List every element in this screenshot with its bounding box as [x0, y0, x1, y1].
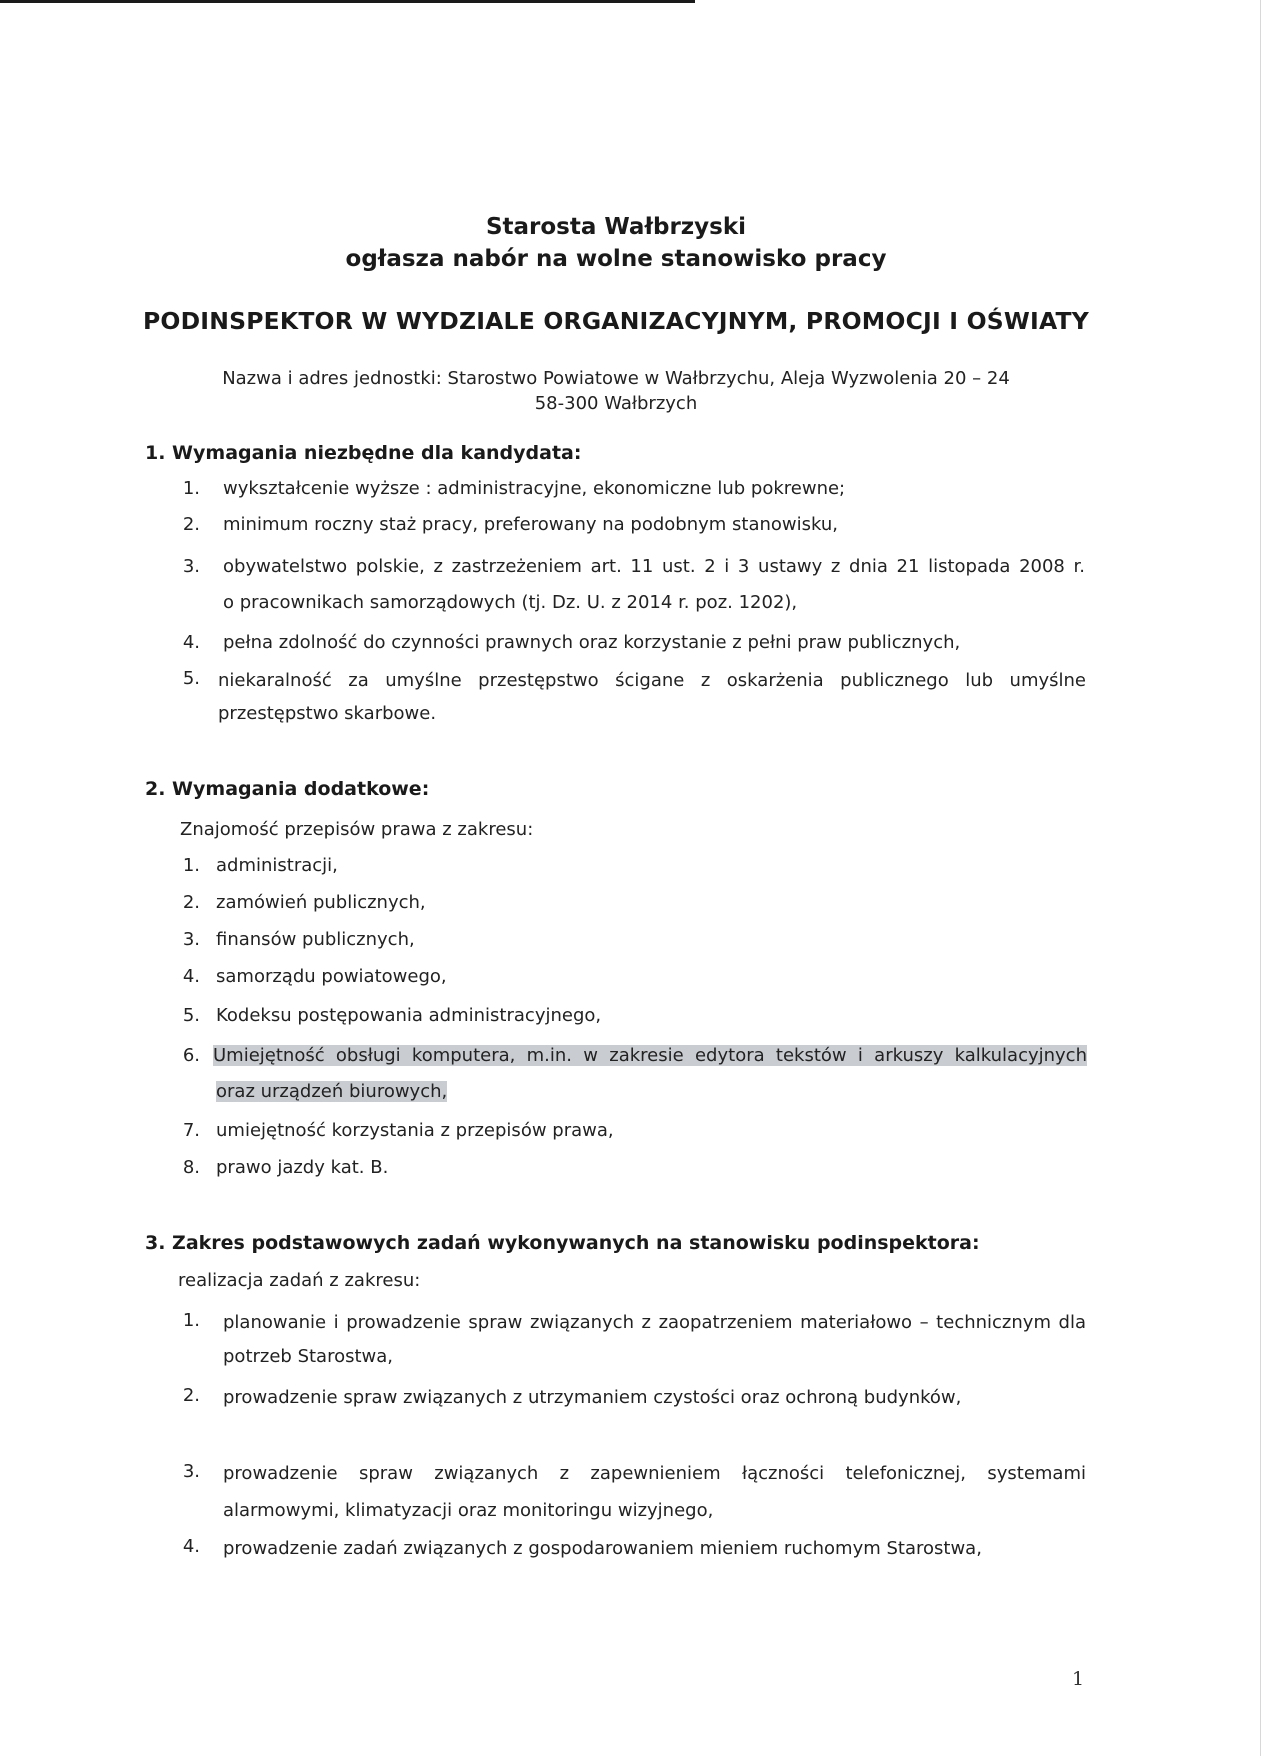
- list-number: 3.: [182, 556, 200, 577]
- list-number: 5.: [182, 668, 200, 689]
- list-item: pełna zdolność do czynności prawnych oraz korzystanie z pełni praw publicznych,: [223, 632, 961, 653]
- list-item-continuation: alarmowymi, klimatyzacji oraz monitoringu wizyjnego,: [223, 1500, 714, 1521]
- list-number: 3.: [182, 1461, 200, 1482]
- list-number: 1.: [182, 855, 200, 876]
- list-number: 1.: [182, 478, 200, 499]
- list-number: 4.: [182, 632, 200, 653]
- scan-top-edge: [0, 0, 695, 3]
- list-number: 2.: [182, 514, 200, 535]
- list-item: finansów publicznych,: [216, 929, 415, 950]
- list-item: umiejętność korzystania z przepisów prawa,: [216, 1120, 614, 1141]
- position-title: PODINSPEKTOR W WYDZIALE ORGANIZACYJNYM, PROMOCJI I OŚWIATY: [143, 307, 1089, 335]
- list-number: 7.: [182, 1120, 200, 1141]
- list-item-highlighted: Umiejętność obsługi komputera, m.in. w zakresie edytora tekstów i arkuszy kalkulacyjnych: [213, 1045, 1087, 1066]
- list-item: samorządu powiatowego,: [216, 966, 447, 987]
- list-item: administracji,: [216, 855, 338, 876]
- list-item-continuation: o pracownikach samorządowych (tj. Dz. U. z 2014 r. poz. 1202),: [223, 592, 798, 613]
- page-number: 1: [1072, 1668, 1085, 1690]
- list-number: 6.: [182, 1045, 200, 1066]
- list-item-continuation: [216, 1081, 447, 1102]
- section-3-intro: realizacja zadań z zakresu:: [178, 1270, 421, 1291]
- list-number: 1.: [182, 1310, 200, 1331]
- section-1-heading: 1. Wymagania niezbędne dla kandydata:: [145, 442, 582, 464]
- title-starosta: Starosta Wałbrzyski: [485, 214, 747, 240]
- list-number: 3.: [182, 929, 200, 950]
- list-item: wykształcenie wyższe : administracyjne, ekonomiczne lub pokrewne;: [223, 478, 846, 499]
- list-item: zamówień publicznych,: [216, 892, 426, 913]
- list-number: 4.: [182, 1536, 200, 1557]
- highlighted-text: oraz urządzeń biurowych,: [216, 1081, 448, 1102]
- list-item: niekaralność za umyślne przestępstwo ścigane z oskarżenia publicznego lub umyślne: [218, 670, 1086, 691]
- list-number: 2.: [182, 892, 200, 913]
- title-announcement: ogłasza nabór na wolne stanowisko pracy: [345, 246, 887, 272]
- address-line-1: Nazwa i adres jednostki: Starostwo Powiatowe w Wałbrzychu, Aleja Wyzwolenia 20 – 24: [222, 368, 1010, 389]
- address-line-2: 58-300 Wałbrzych: [534, 393, 698, 414]
- list-item: prawo jazdy kat. B.: [216, 1157, 389, 1178]
- list-item-continuation: przestępstwo skarbowe.: [218, 703, 437, 724]
- list-item: obywatelstwo polskie, z zastrzeżeniem art. 11 ust. 2 i 3 ustawy z dnia 21 listopada 2008 r.: [223, 556, 1085, 577]
- list-number: 2.: [182, 1385, 200, 1406]
- list-item: prowadzenie spraw związanych z zapewnieniem łączności telefonicznej, systemami: [223, 1463, 1086, 1484]
- list-item: Kodeksu postępowania administracyjnego,: [216, 1005, 602, 1026]
- section-3-heading: 3. Zakres podstawowych zadań wykonywanych na stanowisku podinspektora:: [145, 1232, 980, 1254]
- list-item: minimum roczny staż pracy, preferowany na podobnym stanowisku,: [223, 514, 839, 535]
- list-number: 4.: [182, 966, 200, 987]
- scan-right-edge: [1260, 0, 1261, 1756]
- section-2-heading: 2. Wymagania dodatkowe:: [145, 778, 430, 800]
- list-number: 5.: [182, 1005, 200, 1026]
- list-item-continuation: potrzeb Starostwa,: [223, 1346, 394, 1367]
- list-item: prowadzenie spraw związanych z utrzymaniem czystości oraz ochroną budynków,: [223, 1387, 962, 1408]
- list-item: prowadzenie zadań związanych z gospodarowaniem mieniem ruchomym Starostwa,: [223, 1538, 982, 1559]
- list-number: 8.: [182, 1157, 200, 1178]
- section-2-intro: Znajomość przepisów prawa z zakresu:: [180, 819, 534, 840]
- list-item: planowanie i prowadzenie spraw związanych z zaopatrzeniem materiałowo – technicznym dla: [223, 1312, 1086, 1333]
